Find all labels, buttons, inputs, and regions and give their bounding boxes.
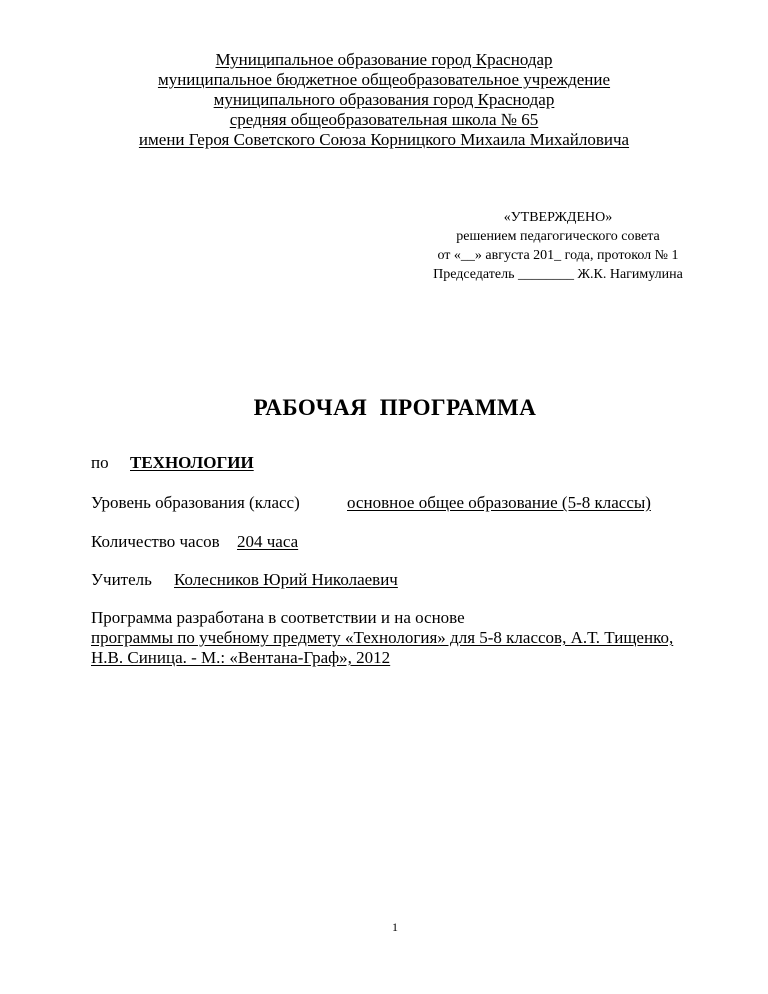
header-line-school-number: средняя общеобразовательная школа № 65 [229, 110, 539, 129]
hours-value: 204 часа [237, 532, 299, 551]
teacher-name: Колесников Юрий Николаевич [174, 570, 398, 589]
program-basis-intro: Программа разработана в соответствии и на основе [91, 608, 465, 627]
page-number: 1 [392, 920, 398, 934]
header-line-school-name: имени Героя Советского Союза Корницкого Михаила Михайловича [138, 130, 630, 149]
document-title: РАБОЧАЯ ПРОГРАММА [253, 395, 537, 420]
hours-label: Количество часов [91, 532, 220, 551]
header-line-institution-type: муниципальное бюджетное общеобразовательное учреждение [157, 70, 611, 89]
subject-label: по [91, 453, 109, 472]
header-line-municipality: Муниципальное образование город Краснодар [215, 50, 553, 69]
approval-heading: «УТВЕРЖДЕНО» [503, 210, 613, 225]
education-level-value: основное общее образование (5-8 классы) [347, 493, 651, 512]
program-basis [91, 608, 673, 668]
education-level-label: Уровень образования (класс) [91, 493, 300, 512]
approval-block [408, 208, 708, 284]
subject-value: ТЕХНОЛОГИИ [130, 453, 254, 472]
program-basis-source-line1: программы по учебному предмету «Технология» для 5-8 классов, А.Т. Тищенко, [91, 628, 674, 647]
approval-chairman-line: Председатель ________ Ж.К. Нагимулина [433, 267, 683, 282]
school-header [0, 50, 768, 150]
header-line-municipal-formation: муниципального образования город Краснодар [213, 90, 555, 109]
approval-date-line: от «__» августа 201_ года, протокол № 1 [437, 248, 679, 263]
teacher-label: Учитель [91, 570, 152, 589]
program-basis-source-line2: Н.В. Синица. - М.: «Вентана-Граф», 2012 [91, 648, 391, 667]
approval-decision-line: решением педагогического совета [456, 229, 660, 244]
